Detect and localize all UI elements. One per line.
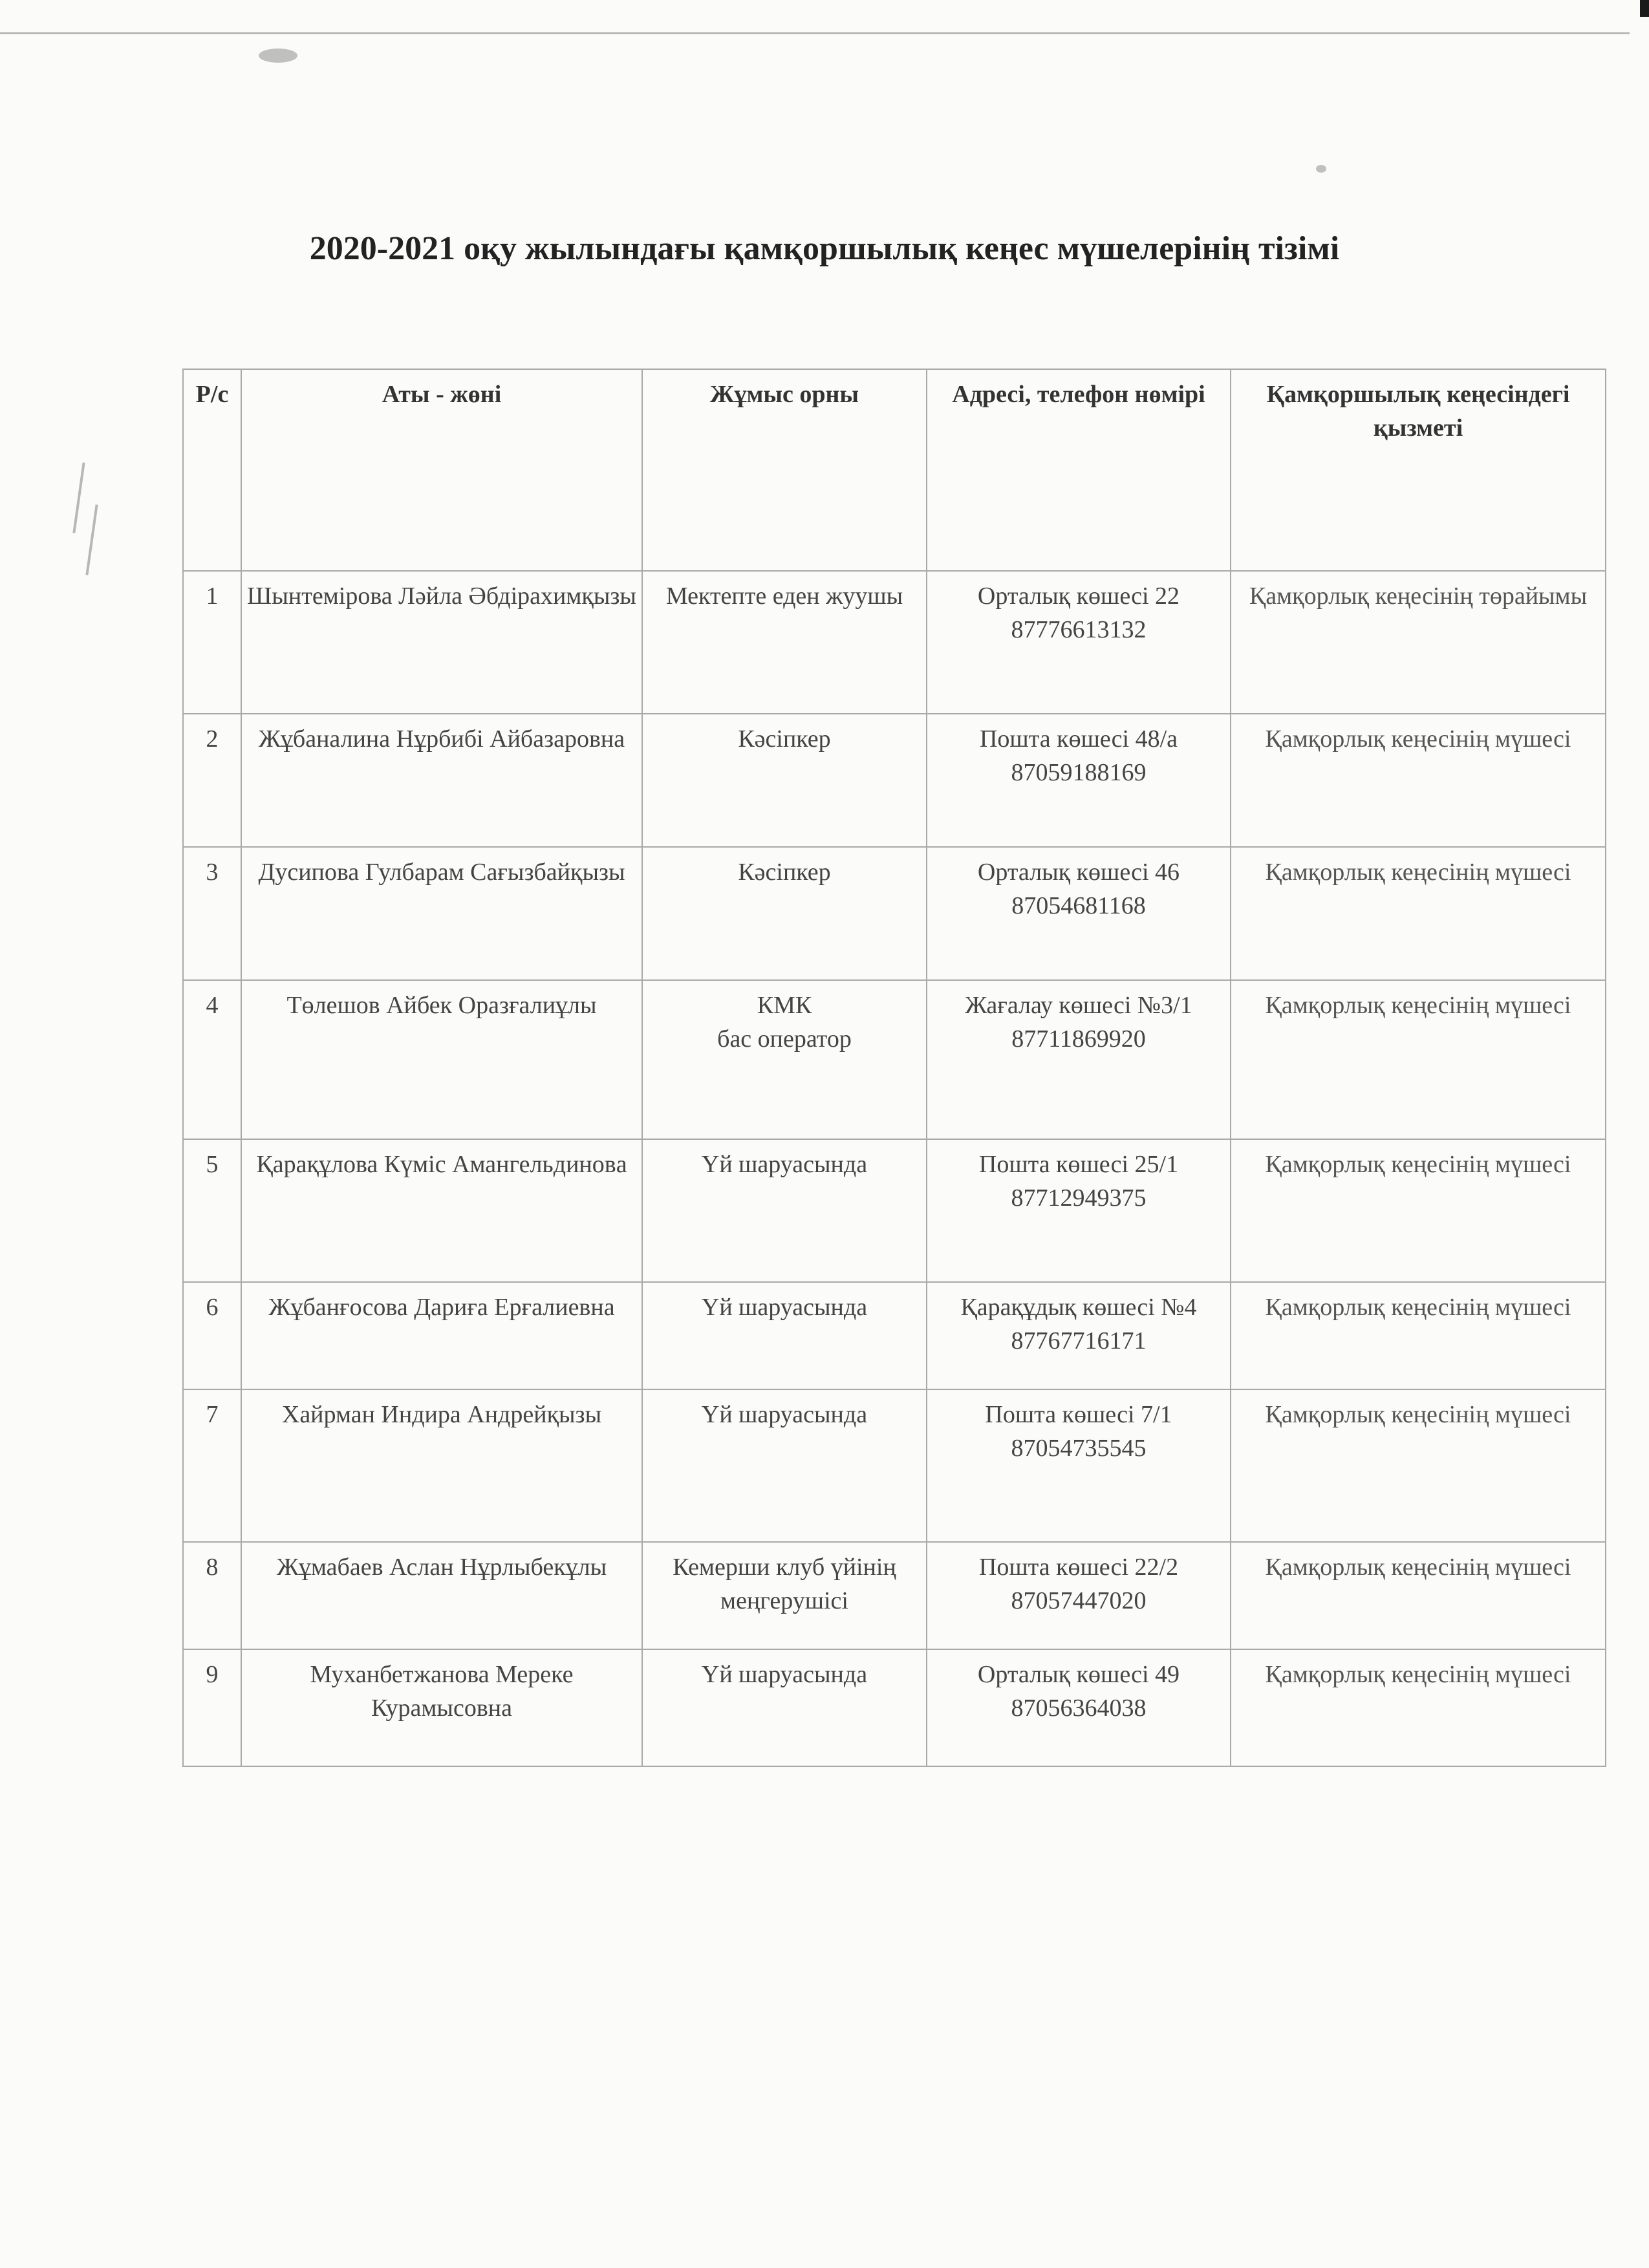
address-text: Пошта көшесі 7/1 [985,1401,1172,1428]
cell-workplace: Үй шаруасында [642,1139,927,1282]
cell-number: 2 [183,714,241,847]
table-row [183,1139,1606,1282]
phone-text: 87054681168 [1011,892,1146,920]
cell-role: Қамқорлық кеңесінің мүшесі [1231,1649,1606,1766]
cell-role: Қамқорлық кеңесінің мүшесі [1231,1542,1606,1649]
cell-number: 8 [183,1542,241,1649]
header-number: Р/с [183,369,241,571]
cell-name: Жұбаналина Нұрбибі Айбазаровна [241,714,642,847]
table-row [183,1649,1606,1766]
address-text: Жағалау көшесі №3/1 [965,992,1192,1019]
address-text: Орталық көшесі 46 [977,859,1180,886]
phone-text: 87712949375 [1011,1184,1147,1212]
members-table [182,369,1606,1767]
cell-number: 9 [183,1649,241,1766]
cell-workplace: Үй шаруасында [642,1649,927,1766]
cell-name: Төлешов Айбек Оразғалиұлы [241,980,642,1139]
margin-scribble [72,462,85,533]
cell-name: Шынтемірова Ләйла Әбдірахимқызы [241,571,642,714]
table-row [183,1542,1606,1649]
cell-workplace: Мектепте еден жуушы [642,571,927,714]
cell-address-phone [927,1139,1231,1282]
cell-role: Қамқорлық кеңесінің төрайымы [1231,571,1606,714]
members-table-container [182,369,1605,1767]
cell-number: 3 [183,847,241,980]
cell-name: Жұмабаев Аслан Нұрлыбекұлы [241,1542,642,1649]
cell-address-phone [927,1542,1231,1649]
phone-text: 87711869920 [1011,1025,1146,1053]
cell-name: Муханбетжанова Мереке Курамысовна [241,1649,642,1766]
phone-text: 87776613132 [1011,616,1147,644]
cell-name: Қарақұлова Күміс Амангельдиновa [241,1139,642,1282]
phone-text: 87056364038 [1011,1695,1147,1722]
cell-workplace: Кәсіпкер [642,847,927,980]
workplace-text: КМК [757,992,812,1019]
cell-address-phone [927,1282,1231,1389]
table-row [183,1389,1606,1542]
cell-number: 6 [183,1282,241,1389]
document-title: 2020-2021 оқу жылындағы қамқоршылық кеңес мүшелерінің тізімі [309,230,1340,267]
header-role: Қамқоршылық кеңесіндегі қызметі [1231,369,1606,571]
cell-role: Қамқорлық кеңесінің мүшесі [1231,1389,1606,1542]
address-text: Орталық көшесі 49 [977,1661,1180,1688]
header-workplace: Жұмыс орны [642,369,927,571]
cell-workplace: Үй шаруасында [642,1282,927,1389]
workplace-position: бас оператор [717,1025,852,1053]
address-text: Қарақұдық көшесі №4 [960,1294,1197,1321]
cell-role: Қамқорлық кеңесінің мүшесі [1231,847,1606,980]
cell-name: Дусипова Гулбарам Сағызбайқызы [241,847,642,980]
table-row [183,1282,1606,1389]
cell-address-phone [927,571,1231,714]
cell-number: 5 [183,1139,241,1282]
cell-role: Қамқорлық кеңесінің мүшесі [1231,1139,1606,1282]
address-text: Пошта көшесі 48/а [979,725,1178,753]
table-row [183,847,1606,980]
cell-role: Қамқорлық кеңесінің мүшесі [1231,1282,1606,1389]
phone-text: 87054735545 [1011,1435,1147,1462]
phone-text: 87057447020 [1011,1587,1147,1615]
phone-text: 87059188169 [1011,759,1147,787]
cell-role: Қамқорлық кеңесінің мүшесі [1231,714,1606,847]
cell-workplace: Кемерши клуб үйінің меңгерушісі [642,1542,927,1649]
cell-address-phone [927,980,1231,1139]
cell-number: 7 [183,1389,241,1542]
cell-role: Қамқорлық кеңесінің мүшесі [1231,980,1606,1139]
scan-top-edge [0,32,1630,34]
table-row [183,571,1606,714]
address-text: Пошта көшесі 22/2 [978,1554,1179,1581]
header-name: Аты - жөні [241,369,642,571]
cell-workplace [642,980,927,1139]
header-address-phone: Адресі, телефон нөмірі [927,369,1231,571]
address-text: Пошта көшесі 25/1 [978,1151,1179,1178]
cell-number: 4 [183,980,241,1139]
phone-text: 87767716171 [1011,1327,1147,1355]
cell-number: 1 [183,571,241,714]
table-row [183,980,1606,1139]
cell-address-phone [927,847,1231,980]
cell-address-phone [927,714,1231,847]
table-header-row [183,369,1606,571]
cell-name: Хайрман Индира Андрейқызы [241,1389,642,1542]
cell-workplace: Үй шаруасында [642,1389,927,1542]
address-text: Орталық көшесі 22 [977,583,1180,610]
margin-scribble [85,504,98,575]
table-row [183,714,1606,847]
cell-address-phone [927,1649,1231,1766]
scan-smudge [1316,165,1326,173]
cell-address-phone [927,1389,1231,1542]
cell-workplace: Кәсіпкер [642,714,927,847]
scan-corner-mark [1640,0,1649,17]
cell-name: Жұбанғосова Дариға Ерғалиевна [241,1282,642,1389]
scan-smudge [259,48,297,63]
